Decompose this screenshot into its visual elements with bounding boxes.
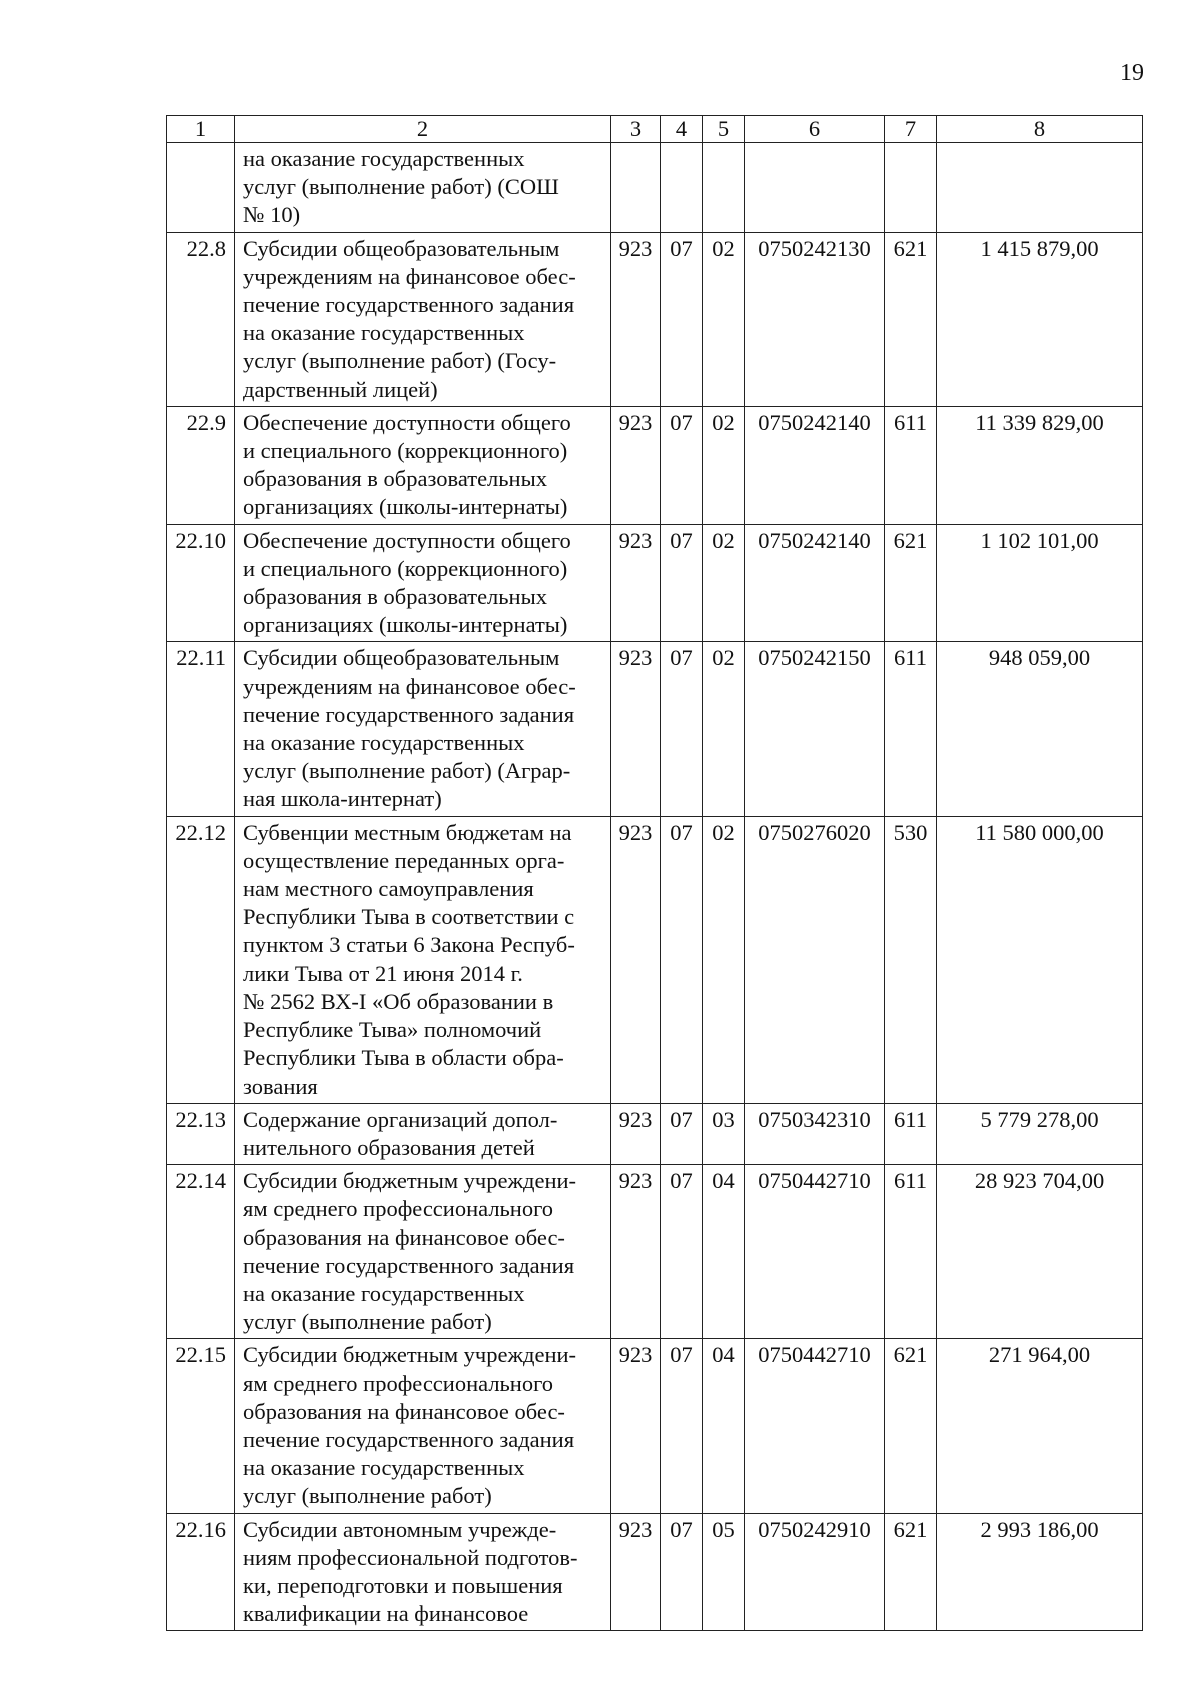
table-row [167, 642, 1143, 816]
table-row [167, 1103, 1143, 1164]
subsection-code-cell [703, 143, 745, 233]
expense-type-code-cell: 611 [885, 1103, 937, 1164]
expense-name-cell: Содержание организаций допол- нительного образования детей [235, 1103, 611, 1164]
target-article-code-cell: 0750276020 [745, 816, 885, 1103]
expense-type-code-cell: 611 [885, 1165, 937, 1339]
table-row [167, 406, 1143, 524]
subsection-code-cell: 02 [703, 232, 745, 406]
ministry-code-cell: 923 [611, 1513, 661, 1631]
amount-cell: 2 993 186,00 [937, 1513, 1143, 1631]
row-number-cell: 22.14 [167, 1165, 235, 1339]
section-code-cell: 07 [661, 1165, 703, 1339]
subsection-code-cell: 02 [703, 406, 745, 524]
ministry-code-cell [611, 143, 661, 233]
section-code-cell: 07 [661, 232, 703, 406]
subsection-code-cell: 03 [703, 1103, 745, 1164]
target-article-code-cell: 0750242140 [745, 524, 885, 642]
column-header-8: 8 [937, 116, 1143, 143]
table-body [167, 143, 1143, 1631]
row-number-cell: 22.9 [167, 406, 235, 524]
expense-type-code-cell: 621 [885, 524, 937, 642]
header-row [167, 116, 1143, 143]
target-article-code-cell: 0750342310 [745, 1103, 885, 1164]
table-row [167, 232, 1143, 406]
amount-cell: 1 102 101,00 [937, 524, 1143, 642]
section-code-cell: 07 [661, 1339, 703, 1513]
expense-type-code-cell: 621 [885, 1513, 937, 1631]
table-row [167, 143, 1143, 233]
ministry-code-cell: 923 [611, 406, 661, 524]
amount-cell: 1 415 879,00 [937, 232, 1143, 406]
expense-type-code-cell: 621 [885, 232, 937, 406]
table-row [167, 524, 1143, 642]
ministry-code-cell: 923 [611, 816, 661, 1103]
amount-cell: 271 964,00 [937, 1339, 1143, 1513]
row-number-cell: 22.10 [167, 524, 235, 642]
column-header-4: 4 [661, 116, 703, 143]
section-code-cell: 07 [661, 816, 703, 1103]
amount-cell: 948 059,00 [937, 642, 1143, 816]
row-number-cell [167, 143, 235, 233]
subsection-code-cell: 04 [703, 1165, 745, 1339]
column-header-2: 2 [235, 116, 611, 143]
target-article-code-cell: 0750242130 [745, 232, 885, 406]
ministry-code-cell: 923 [611, 1103, 661, 1164]
expense-name-cell: Субсидии бюджетным учреждени- ям среднего профессионального образования на финансовое обес- печение государственного задания на оказание государственных услуг (выполнение работ) [235, 1339, 611, 1513]
ministry-code-cell: 923 [611, 1165, 661, 1339]
column-header-6: 6 [745, 116, 885, 143]
expense-name-cell: Субсидии общеобразовательным учреждениям на финансовое обес- печение государственного задания на оказание государственных услуг (выполнение работ) (Госу- дарственный лицей) [235, 232, 611, 406]
subsection-code-cell: 02 [703, 816, 745, 1103]
amount-cell: 11 339 829,00 [937, 406, 1143, 524]
column-header-7: 7 [885, 116, 937, 143]
ministry-code-cell: 923 [611, 642, 661, 816]
table-row [167, 816, 1143, 1103]
section-code-cell: 07 [661, 642, 703, 816]
row-number-cell: 22.8 [167, 232, 235, 406]
row-number-cell: 22.15 [167, 1339, 235, 1513]
amount-cell: 28 923 704,00 [937, 1165, 1143, 1339]
row-number-cell: 22.13 [167, 1103, 235, 1164]
expense-name-cell: Субсидии общеобразовательным учреждениям на финансовое обес- печение государственного задания на оказание государственных услуг (выполнение работ) (Аграр- ная школа-интернат) [235, 642, 611, 816]
expense-type-code-cell: 611 [885, 406, 937, 524]
expense-type-code-cell: 611 [885, 642, 937, 816]
table-row [167, 1339, 1143, 1513]
amount-cell: 5 779 278,00 [937, 1103, 1143, 1164]
expense-name-cell: Обеспечение доступности общего и специального (коррекционного) образования в образовательных организациях (школы-интернаты) [235, 406, 611, 524]
target-article-code-cell: 0750442710 [745, 1339, 885, 1513]
subsection-code-cell: 04 [703, 1339, 745, 1513]
ministry-code-cell: 923 [611, 1339, 661, 1513]
section-code-cell [661, 143, 703, 233]
expense-name-cell: Обеспечение доступности общего и специального (коррекционного) образования в образовательных организациях (школы-интернаты) [235, 524, 611, 642]
expense-name-cell: Субсидии автономным учрежде- ниям профессиональной подготов- ки, переподготовки и повышения квалификации на финансовое [235, 1513, 611, 1631]
section-code-cell: 07 [661, 406, 703, 524]
target-article-code-cell: 0750242150 [745, 642, 885, 816]
budget-table [166, 115, 1143, 1631]
row-number-cell: 22.12 [167, 816, 235, 1103]
table-row [167, 1513, 1143, 1631]
page-number: 19 [1120, 60, 1144, 86]
target-article-code-cell: 0750442710 [745, 1165, 885, 1339]
column-header-1: 1 [167, 116, 235, 143]
subsection-code-cell: 05 [703, 1513, 745, 1631]
expense-name-cell: на оказание государственных услуг (выполнение работ) (СОШ № 10) [235, 143, 611, 233]
amount-cell [937, 143, 1143, 233]
section-code-cell: 07 [661, 524, 703, 642]
target-article-code-cell: 0750242140 [745, 406, 885, 524]
expense-type-code-cell [885, 143, 937, 233]
section-code-cell: 07 [661, 1513, 703, 1631]
ministry-code-cell: 923 [611, 232, 661, 406]
subsection-code-cell: 02 [703, 524, 745, 642]
table-row [167, 1165, 1143, 1339]
expense-type-code-cell: 621 [885, 1339, 937, 1513]
row-number-cell: 22.16 [167, 1513, 235, 1631]
section-code-cell: 07 [661, 1103, 703, 1164]
target-article-code-cell [745, 143, 885, 233]
row-number-cell: 22.11 [167, 642, 235, 816]
amount-cell: 11 580 000,00 [937, 816, 1143, 1103]
column-header-3: 3 [611, 116, 661, 143]
expense-name-cell: Субсидии бюджетным учреждени- ям среднего профессионального образования на финансовое обес- печение государственного задания на оказание государственных услуг (выполнение работ) [235, 1165, 611, 1339]
target-article-code-cell: 0750242910 [745, 1513, 885, 1631]
expense-type-code-cell: 530 [885, 816, 937, 1103]
subsection-code-cell: 02 [703, 642, 745, 816]
expense-name-cell: Субвенции местным бюджетам на осуществление переданных орга- нам местного самоуправления Республики Тыва в соответствии с пунктом 3 статьи 6 Закона Респуб- лики Тыва от 21 июня 2014 г. № 2562 ВХ-I «Об образовании в Республике Тыва» полномочий Республики Тыва в области обра- зования [235, 816, 611, 1103]
column-header-5: 5 [703, 116, 745, 143]
ministry-code-cell: 923 [611, 524, 661, 642]
